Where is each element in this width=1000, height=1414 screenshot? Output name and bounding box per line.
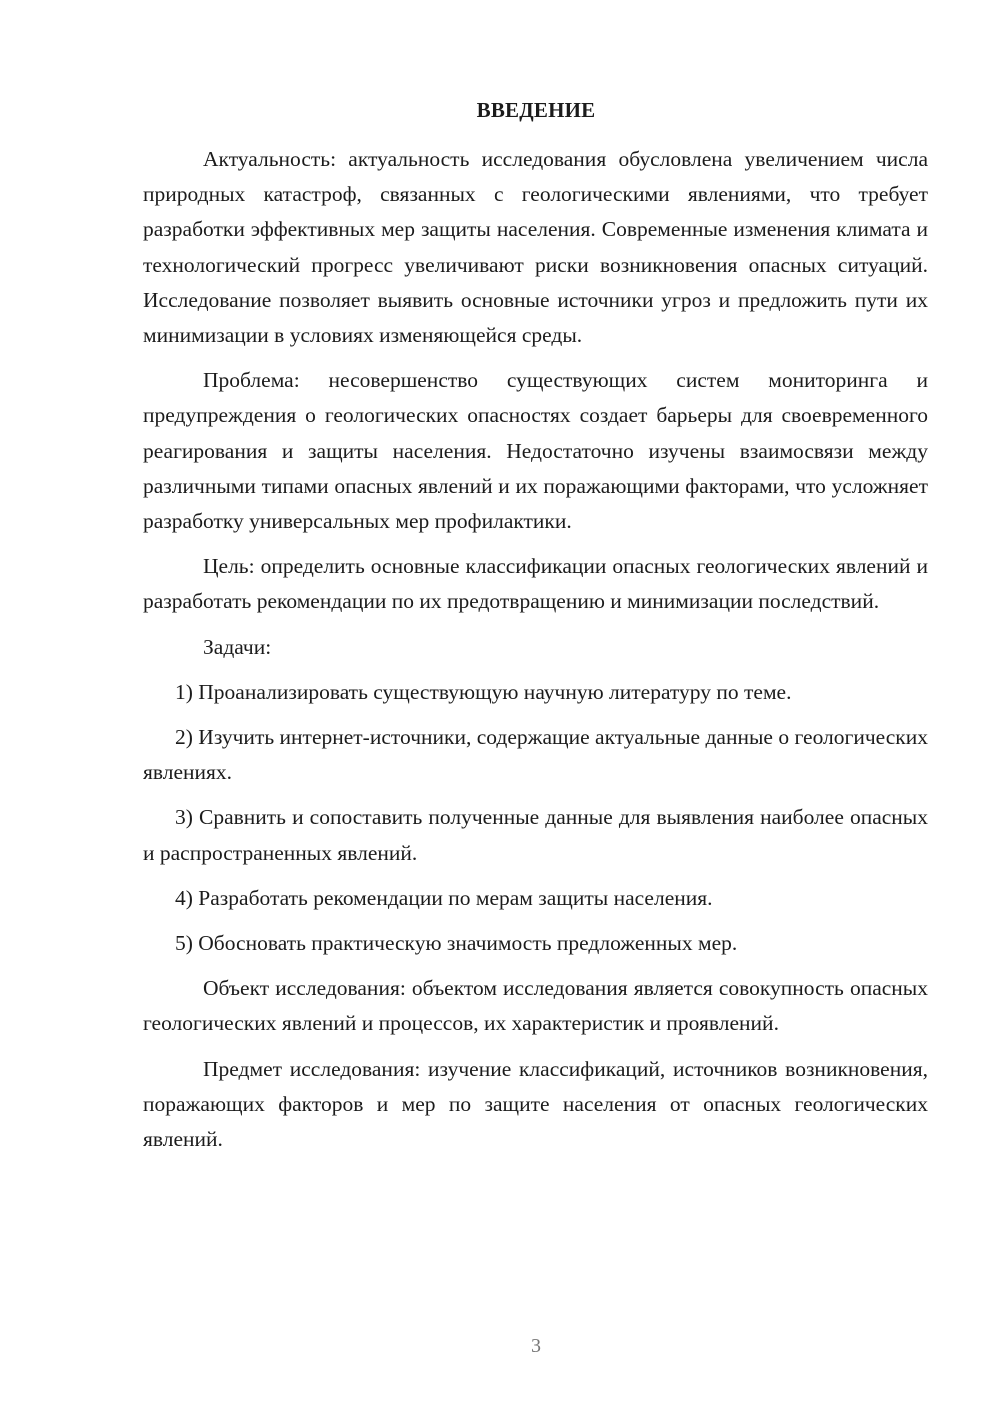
- page-title: ВВЕДЕНИЕ: [476, 98, 596, 122]
- page-number: 3: [531, 1335, 541, 1357]
- goal-paragraph: Цель: определить основные классификации опасных геологических явлений и разработать рекомендации по их предотвращению и минимизации последствий.: [143, 554, 928, 614]
- document-body: [143, 142, 928, 1157]
- task-item: 1) Проанализировать существующую научную литературу по теме.: [175, 679, 792, 704]
- task-item: 3) Сравнить и сопоставить полученные данные для выявления наиболее опасных и распространенных явлений.: [143, 805, 928, 865]
- subject-paragraph: Предмет исследования: изучение классификаций, источников возникновения, поражающих факторов и мер по защите населения от опасных геологических явлений.: [143, 1056, 928, 1152]
- task-item: 2) Изучить интернет-источники, содержащие актуальные данные о геологических явлениях.: [143, 725, 928, 785]
- relevance-paragraph: Актуальность: актуальность исследования обусловлена увеличением числа природных катастроф, связанных с геологическими явлениями, что требует разработки эффективных мер защиты населения. Современные изменения климата и технологический прогресс увеличивают риски возникновения опасных ситуаций. Исследование позволяет выявить основные источники угроз и предложить пути их минимизации в условиях изменяющейся среды.: [143, 147, 928, 348]
- tasks-heading: Задачи:: [203, 634, 272, 659]
- task-item: 5) Обосновать практическую значимость предложенных мер.: [175, 931, 738, 956]
- object-paragraph: Объект исследования: объектом исследования является совокупность опасных геологических явлений и процессов, их характеристик и проявлений.: [143, 976, 928, 1036]
- problem-paragraph: Проблема: несовершенство существующих систем мониторинга и предупреждения о геологических опасностях создает барьеры для своевременного реагирования и защиты населения. Недостаточно изучены взаимосвязи между различными типами опасных явлений и их поражающими факторами, что усложняет разработку универсальных мер профилактики.: [143, 368, 928, 534]
- task-item: 4) Разработать рекомендации по мерам защиты населения.: [175, 885, 713, 910]
